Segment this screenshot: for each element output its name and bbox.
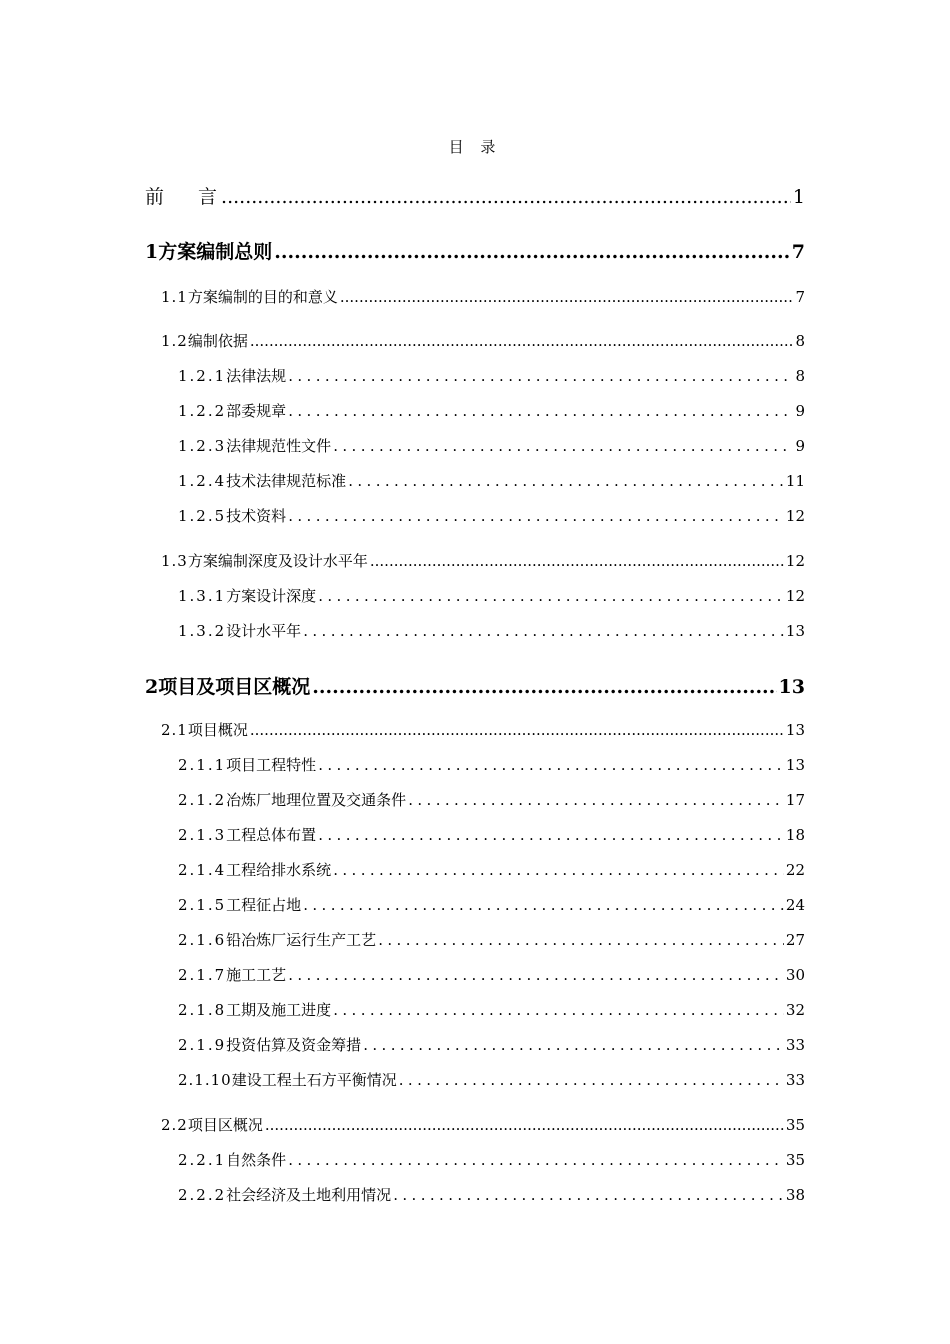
entry-page: 11 xyxy=(785,472,805,490)
entry-text: 方案编制的目的和意义 xyxy=(187,288,338,306)
entry-text: 技术资料 xyxy=(226,507,287,525)
dot-leader xyxy=(318,826,784,844)
entry-number: 2.1.6 xyxy=(178,931,227,949)
entry-page: 8 xyxy=(795,332,805,350)
dot-leader xyxy=(221,186,791,208)
entry-number: 2.1.2 xyxy=(178,791,227,809)
entry-page: 13 xyxy=(785,721,805,739)
dot-leader xyxy=(318,756,784,774)
toc-entry-1-2-3[interactable] xyxy=(178,435,805,456)
toc-title: 目 录 xyxy=(448,138,502,156)
toc-entry-2-1-6[interactable] xyxy=(178,929,805,950)
entry-page: 9 xyxy=(795,437,805,455)
dot-leader xyxy=(312,676,776,698)
toc-entry-1[interactable] xyxy=(145,237,805,264)
entry-number: 1.3 xyxy=(161,552,188,570)
dot-leader xyxy=(393,1186,784,1204)
entry-page: 18 xyxy=(785,826,805,844)
entry-page: 33 xyxy=(785,1036,805,1054)
entry-page: 35 xyxy=(785,1116,805,1134)
dot-leader xyxy=(408,791,784,809)
entry-text: 项目工程特性 xyxy=(226,756,317,774)
entry-text: 项目及项目区概况 xyxy=(158,676,311,698)
entry-number: 1.2.3 xyxy=(178,437,227,455)
toc-entry-preface[interactable] xyxy=(145,182,805,209)
dot-leader xyxy=(303,622,784,640)
toc-entry-2-1-9[interactable] xyxy=(178,1034,805,1055)
entry-number: 2.1.8 xyxy=(178,1001,227,1019)
entry-number: 2.2.2 xyxy=(178,1186,227,1204)
entry-text: 部委规章 xyxy=(226,402,287,420)
entry-text: 项目区概况 xyxy=(187,1116,263,1134)
entry-number: 1.2.4 xyxy=(178,472,227,490)
entry-text: 社会经济及土地利用情况 xyxy=(226,1186,392,1204)
entry-text: 工程征占地 xyxy=(226,896,302,914)
toc-entry-2-1-8[interactable] xyxy=(178,999,805,1020)
entry-text: 工期及施工进度 xyxy=(226,1001,332,1019)
entry-number: 2.1.4 xyxy=(178,861,227,879)
entry-number: 2.1.3 xyxy=(178,826,227,844)
entry-page: 32 xyxy=(785,1001,805,1019)
entry-text: 法律法规 xyxy=(226,367,287,385)
entry-page: 12 xyxy=(785,552,805,570)
entry-page: 35 xyxy=(785,1151,805,1169)
toc-entry-2-1[interactable] xyxy=(161,719,805,740)
toc-entry-1-3-1[interactable] xyxy=(178,585,805,606)
entry-page: 12 xyxy=(785,507,805,525)
toc-entry-2-1-7[interactable] xyxy=(178,964,805,985)
entry-text: 法律规范性文件 xyxy=(226,437,332,455)
dot-leader xyxy=(340,288,794,306)
entry-page: 22 xyxy=(785,861,805,879)
entry-page: 9 xyxy=(795,402,805,420)
dot-leader xyxy=(370,552,784,570)
dot-leader xyxy=(250,332,794,350)
dot-leader xyxy=(363,1036,784,1054)
entry-page: 7 xyxy=(791,241,805,263)
dot-leader xyxy=(288,402,793,420)
dot-leader xyxy=(288,507,784,525)
entry-text: 前 言 xyxy=(145,186,232,208)
entry-text: 工程给排水系统 xyxy=(226,861,332,879)
entry-number: 2 xyxy=(145,676,159,698)
dot-leader xyxy=(333,1001,784,1019)
dot-leader xyxy=(399,1071,784,1089)
entry-page: 7 xyxy=(795,288,805,306)
toc-entry-2-2[interactable] xyxy=(161,1114,805,1135)
entry-text: 冶炼厂地理位置及交通条件 xyxy=(226,791,407,809)
entry-page: 13 xyxy=(785,756,805,774)
toc-entry-1-3[interactable] xyxy=(161,550,805,571)
entry-page: 33 xyxy=(785,1071,805,1089)
entry-page: 17 xyxy=(785,791,805,809)
entry-number: 1.3.1 xyxy=(178,587,227,605)
entry-text: 建设工程土石方平衡情况 xyxy=(231,1071,397,1089)
dot-leader xyxy=(265,1116,784,1134)
dot-leader xyxy=(288,966,784,984)
dot-leader xyxy=(378,931,784,949)
dot-leader xyxy=(303,896,784,914)
entry-number: 1.2.2 xyxy=(178,402,227,420)
entry-number: 1.1 xyxy=(161,288,188,306)
entry-page: 38 xyxy=(785,1186,805,1204)
entry-number: 2.1.9 xyxy=(178,1036,227,1054)
entry-number: 2.1.1 xyxy=(178,756,227,774)
entry-text: 自然条件 xyxy=(226,1151,287,1169)
entry-number: 2.2 xyxy=(161,1116,188,1134)
toc-entry-2-2-1[interactable] xyxy=(178,1149,805,1170)
entry-number: 2.1.7 xyxy=(178,966,227,984)
entry-text: 施工工艺 xyxy=(226,966,287,984)
toc-entry-2-1-4[interactable] xyxy=(178,859,805,880)
entry-text: 方案编制总则 xyxy=(158,241,273,263)
toc-entry-1-2-4[interactable] xyxy=(178,470,805,491)
dot-leader xyxy=(333,861,784,879)
dot-leader xyxy=(348,472,784,490)
entry-text: 设计水平年 xyxy=(226,622,302,640)
toc-entry-1-3-2[interactable] xyxy=(178,620,805,641)
dot-leader xyxy=(274,241,790,263)
toc-entry-1-2-2[interactable] xyxy=(178,400,805,421)
dot-leader xyxy=(318,587,784,605)
dot-leader xyxy=(288,367,793,385)
entry-number: 2.1 xyxy=(161,721,188,739)
toc-entry-2[interactable] xyxy=(145,672,805,699)
entry-page: 1 xyxy=(792,186,805,208)
entry-number: 2.2.1 xyxy=(178,1151,227,1169)
entry-number: 1.3.2 xyxy=(178,622,227,640)
toc-entry-2-1-3[interactable] xyxy=(178,824,805,845)
entry-text: 技术法律规范标准 xyxy=(226,472,347,490)
entry-text: 方案设计深度 xyxy=(226,587,317,605)
toc-entry-2-1-5[interactable] xyxy=(178,894,805,915)
entry-page: 30 xyxy=(785,966,805,984)
entry-number: 1.2 xyxy=(161,332,188,350)
entry-page: 13 xyxy=(778,676,805,698)
entry-page: 24 xyxy=(785,896,805,914)
dot-leader xyxy=(250,721,784,739)
entry-number: 1.2.1 xyxy=(178,367,227,385)
entry-text: 铅冶炼厂运行生产工艺 xyxy=(226,931,377,949)
entry-number: 2.1.10 xyxy=(178,1071,232,1089)
entry-text: 工程总体布置 xyxy=(226,826,317,844)
toc-entry-1-2-5[interactable] xyxy=(178,505,805,526)
toc-entry-2-2-2[interactable] xyxy=(178,1184,805,1205)
entry-text: 项目概况 xyxy=(187,721,248,739)
entry-number: 1 xyxy=(145,241,159,263)
toc-entry-1-1[interactable] xyxy=(161,286,805,307)
entry-number: 2.1.5 xyxy=(178,896,227,914)
toc-entry-1-2[interactable] xyxy=(161,330,805,351)
entry-text: 方案编制深度及设计水平年 xyxy=(187,552,368,570)
dot-leader xyxy=(333,437,793,455)
entry-page: 8 xyxy=(795,367,805,385)
entry-page: 12 xyxy=(785,587,805,605)
entry-text: 投资估算及资金筹措 xyxy=(226,1036,362,1054)
toc-entry-2-1-2[interactable] xyxy=(178,789,805,810)
entry-page: 13 xyxy=(785,622,805,640)
toc-entry-2-1-1[interactable] xyxy=(178,754,805,775)
entry-number: 1.2.5 xyxy=(178,507,227,525)
entry-page: 27 xyxy=(785,931,805,949)
entry-text: 编制依据 xyxy=(187,332,248,350)
toc-entry-1-2-1[interactable] xyxy=(178,365,805,386)
toc-entry-2-1-10[interactable] xyxy=(178,1069,805,1090)
dot-leader xyxy=(288,1151,784,1169)
